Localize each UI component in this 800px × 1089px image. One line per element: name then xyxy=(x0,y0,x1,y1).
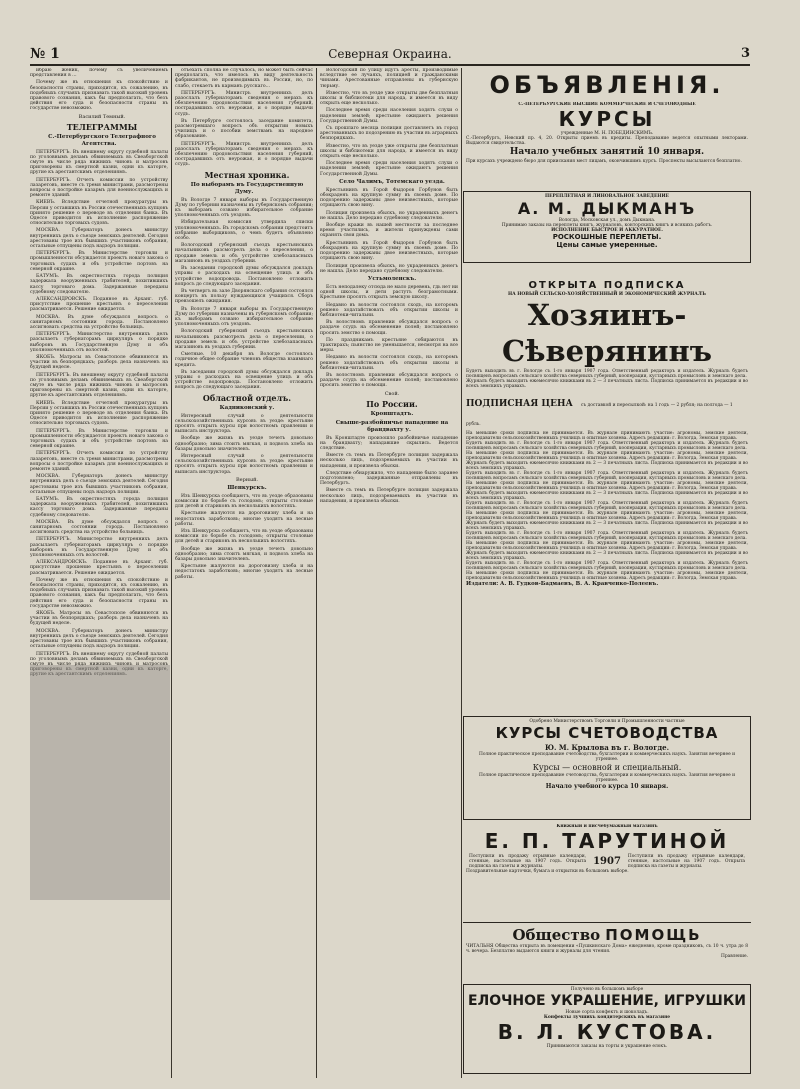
ad5-text2: Поздравительные карточки, бумага и открытки въ большомъ выборе. xyxy=(466,869,629,874)
col1-para: ЯКОБЪ. Матросы въ Севастополе обвиняются въ участии въ безпорядкахъ; разборъ дела назначенъ на будущей неделе. xyxy=(30,611,168,627)
column-1 xyxy=(30,68,168,1078)
ad6-name: ПОМОЩЬ xyxy=(605,926,702,944)
col3-para: Въ Кронштадте произошло разбойничье нападение на брандвахту; нападавшие скрылись. Ведется следствие. xyxy=(320,435,458,451)
col2-para: Вологодский губернский съездъ крестьянскихъ начальниковъ разсмотрелъ дела о переселении, о продаже земель и объ устройстве хлебозапасныхъ магазиновъ въ уездахъ губернии. xyxy=(175,329,313,350)
ad3-text: Журналъ будетъ выходить ежемесячно книжками въ 2 — 3 печатныхъ листа. Подписка принимается въ редакции и во всехъ земскихъ управахъ. xyxy=(466,491,748,501)
col2-para: ПЕТЕРБУРГЪ. Министръ внутреннихъ делъ разослалъ губернаторамъ сведения о мерахъ къ обезпечению продовольствия населения губерний, пострадавшихъ отъ неурожая, и о порядке выдачи ссудъ. xyxy=(175,141,313,168)
russia-title: По России. xyxy=(366,398,418,409)
ad4-text: Полное практическое преподавание счетоводства, бухгалтерии и коммерческихъ наукъ. Занятия вечернее и утреннее. xyxy=(479,752,735,762)
ad7-store-name: В. Л. КУСТОВА. xyxy=(497,1020,717,1044)
col2-para: Въ Вологде 7 января выборы въ Государственную Думу по губернии назначены въ губернскомъ собрании; къ выборамъ созвано избирательное собрание уполномоченныхъ отъ уездовъ. xyxy=(175,197,313,219)
ad2-quality: ИСПОЛНЕНИЕ БЫСТРОЕ И АККУРАТНОЕ. xyxy=(551,228,663,233)
col1-para: ПЕТЕРБУРГЪ. Отчетъ комиссии по устройству лазаретовъ, вместе съ тремя министрами, разсмотрены вопросы о постройке казармъ для военнослужащихъ и ремонте зданий. xyxy=(30,451,168,472)
column-2 xyxy=(175,68,313,1078)
ad4-text: Полное практическое преподавание счетоводства, бухгалтерии и коммерческихъ наукъ. Занятия вечернее и утреннее. xyxy=(479,773,735,783)
chalim-title: Село Чалимъ, Тотемскаго уезда. xyxy=(339,178,445,185)
col2-para: Въ Петербурге состоялось заседание комитета, разсмотревшаго вопросъ объ открытии новыхъ училищъ и о пособии земствамъ на народное образование. xyxy=(175,118,313,140)
telegrams-title: ТЕЛЕГРАММЫ xyxy=(66,121,138,132)
ad7-candies: Конфекты лучшихъ кондитерскихъ въ магазине xyxy=(543,1015,671,1020)
col1-para: ПЕТЕРБУРГЪ. Министерство внутреннихъ делъ разсылаетъ губернаторамъ циркуляръ о порядке выборовъ въ Государственную Думу и объ уполномоченныхъ отъ волостей. xyxy=(30,537,168,559)
col2-para: Въ четвергъ въ зале Дворянскаго собрания состоялся концертъ въ пользу нуждающихся учащихся. Сборъ превзошелъ ожидания. xyxy=(175,288,313,305)
newspaper-title: Северная Окраина. xyxy=(328,47,452,61)
col2-para: Вообще же жизнь въ уезде течетъ довольно однообразно; зима стоитъ мягкая, и подвозъ хлеба на базары довольно значителенъ. xyxy=(175,436,313,452)
ad7-heading: Получено въ большомъ выборе xyxy=(570,987,644,992)
page-header xyxy=(30,44,750,64)
col1-para: БАТУМЪ. Въ окрестностяхъ города полиция задержала вооруженныхъ грабителей, похитившихъ кассу торговаго дома. Задержанные переданы судебному следователю. xyxy=(30,497,168,518)
col3-para: Есть неподалеку отсюда не мало деревень, гдь нет ни одной школы, и дети растутъ безграмотными. Крестьяне просятъ открыть земскую школу. xyxy=(320,284,458,301)
ad2-prices: Цены самые умеренные. xyxy=(556,241,658,249)
col1-para: ПЕТЕРБУРГЪ. Отчетъ комиссии по устройству лазаретовъ, вместе съ тремя министрами, разсмотрены вопросы о постройке казармъ для военнослужащихъ и ремонте зданий. xyxy=(30,177,168,199)
col3-para: Последнее время среди населения ходятъ слухи о наделении землей; крестьяне ожидаютъ решения Государственной Думы. xyxy=(320,108,458,124)
col2-para: Избирательная комиссия утвердила списки уполномоченныхъ. Въ городскомъ собрании предстоитъ избрание выборщиковъ, о чемъ будетъ объявлено особо. xyxy=(175,220,313,242)
ad-society-help xyxy=(463,922,751,982)
col2-para: Въ Вологде 7 января выборы въ Государственную Думу по губернии назначены въ губернскомъ собрании; къ выборамъ созвано избирательное собрание уполномоченныхъ отъ уездовъ. xyxy=(175,306,313,328)
col1-para: БАТУМЪ. Въ окрестностяхъ города полиция задержала вооруженныхъ грабителей, похитившихъ кассу торговаго дома. Задержанные переданы судебному следователю. xyxy=(30,274,168,295)
header-rule xyxy=(30,64,750,66)
col2-para: Интересный случай о деятельности сельскохозяйственныхъ курсовъ въ уезде: крестьяне просятъ открыть курсы при волостномъ правлении и выписать инструктора. xyxy=(175,413,313,435)
col2-para: Интересный случай о деятельности сельскохозяйственныхъ курсовъ въ уезде: крестьяне просятъ открыть курсы при волостномъ правлении и выписать инструктора. xyxy=(175,453,313,475)
col1-para: ПЕТЕРБУРГЪ. Министерство внутреннихъ делъ разсылаетъ губернаторамъ циркуляръ о порядке выборовъ въ Государственную Думу и объ уполномоченныхъ отъ волостей. xyxy=(30,332,168,353)
col3-para: Въ волостномъ правлении обсуждался вопросъ о раздаче ссудъ на обсеменение полей; постановлено просить земство о помощи. xyxy=(320,320,458,336)
ad3-text: Будетъ выходить въ г. Вологде съ 1-го января 1907 года. Ответственный редакторъ и издатель. Журналъ будетъ посвященъ вопросамъ сельскаго хозяйства северныхъ губерний, кооперации, кустарныхъ промысловъ и земскаго дела. xyxy=(466,441,748,451)
ad6-text: ЧИТАЛЬНЯ Общества открыта въ помещении «Пушкинскаго Дома» ежедневно, кроме праздниковъ, съ 10 ч. утра до 8 ч. вечера. Безплатно выдаются книги и журналы для чтения. xyxy=(466,944,748,954)
col1-para: МОСКВА. Въ думе обсуждался вопросъ о санитарномъ состоянии города. Постановлено ассигновать средства на устройство больницъ. xyxy=(30,314,168,330)
local-chronicle-title: Местная хроника. xyxy=(204,169,290,180)
ad1-start: Начало учебных занятий 10 января. xyxy=(509,147,705,157)
col3-para: Вологодский по улицу идутъ аресты, производимые вследствие ее лучаяхъ, полицией и гражданскими чинами. Арестованные отправлены въ губернскую тюрьму. xyxy=(320,68,458,89)
ad2-luxury: РОСКОШНЫЕ ПЕРЕПЛЕТЫ. xyxy=(552,233,662,241)
ad6-heading: Общество xyxy=(512,926,601,944)
col1-para: ПЕТЕРБУРГЪ. Въ Министерстве торговли и промышленности обсуждается проектъ новаго закона о торговыхъ судахъ и объ устройстве портовъ на северной окраине. xyxy=(30,428,168,450)
ad3-subheading: НА НОВЫЙ СЕЛЬСКО-ХОЗЯЙСТВЕННЫЙ И ЭКОНОМИЧЕСКИЙ ЖУРНАЛЪ xyxy=(508,292,706,297)
col2-para: Сметные. 10 декабря въ Вологде состоялось годичное общее собрание членовъ общества взаимнаго кредита. xyxy=(175,352,313,368)
ad3-text2: На меньшие сроки подписка не принимается. Въ журнале принимаютъ участие: агрономы, земские деятели, преподаватели сельскохозяйственныхъ училищъ и опытные хозяева. Адресъ редакции: г. Вологда, Земская управа. xyxy=(466,451,748,461)
col3-para: Последнее время среди населения ходятъ слухи о наделении землей; крестьяне ожидаютъ решения Государственной Думы. xyxy=(320,161,458,177)
ad2-name: А. М. ДЫКМАНЪ xyxy=(517,199,697,218)
col3-para: Недавно въ волости состоялся сходъ, на которомъ решено ходатайствовать объ открытии школы и библиотеки-читальни. xyxy=(320,302,458,318)
ad3-text: Журналъ будетъ выходить ежемесячно книжками въ 2 — 3 печатныхъ листа. Подписка принимается въ редакции и во всехъ земскихъ управахъ. xyxy=(466,521,748,531)
col1-para: Почему же въ отношения къ спокойствию и безопасности страны, приходится, къ сожалению, въ подобныхъ случаяхъ признавать такой высокий уровень правового сознания, какъ бы предполагать, что безъ действия его суда и безопасности страны въ государстве невозможно. xyxy=(30,577,168,609)
column-divider xyxy=(461,68,462,1078)
col1-para: ПЕТЕРБУРГЪ. Въ внешнему округу судебной палаты по уголовнымъ деламъ обвиняемыхъ въ Свеаборгской смуте въ числе ряда нижнихъ чиновъ и матросовъ приговорены къ смертной казни, одни къ каторге, другие къ арестантскимъ отделениямъ. xyxy=(30,372,168,399)
ad-journal-subscription xyxy=(463,280,751,770)
ad3-text2: На меньшие сроки подписка не принимается. Въ журнале принимаютъ участие: агрономы, земские деятели, преподаватели сельскохозяйственныхъ училищъ и опытные хозяева. Адресъ редакции: г. Вологда, Земская управа. xyxy=(466,481,748,491)
ad3-editors: Издатели: А. В. Гудков-Бадмаевъ, В. А. Кравченко-Полеевъ. xyxy=(466,581,659,587)
ads-title: ОБЪЯВЛЕНІЯ. xyxy=(489,71,725,99)
col2-para: отъехать сполна не случалось, но может быть сейчас предполагать, что имелось въ виду деятельность фабрикантов, не производимыхъ въ России, но, по слабо, стекаетъ въ карманъ русскаго... xyxy=(175,68,313,89)
ad5-text: Поступили въ продажу отрывные календари, стенные, настольные на 1907 годъ. Открыта подписка на газеты и журналы. xyxy=(627,854,745,869)
col2-signature: Верный. xyxy=(235,476,259,483)
col3-para: Полиция произвела обыскъ, но украденныхъ денегъ не нашла. Дело передано судебному следователю. xyxy=(320,210,458,221)
ad-accounting-courses xyxy=(463,716,751,820)
ad3-price-label: ПОДПИСНАЯ ЦЕНА xyxy=(466,399,573,409)
col2-para: Вообще же жизнь въ уезде течетъ довольно однообразно; зима стоитъ мягкая, и подвозъ хлеба на базары довольно значителенъ. xyxy=(175,546,313,563)
col3-signature: Свой. xyxy=(384,390,400,397)
col1-para: КИЕВЪ. Вследствие отчетной прокуратуры въ Персии у оставшихъ въ России отечественныхъ купцовъ принято решение о переводе въ отделения банка. Въ Одессе приводится въ исполнение распоряжение относительно торговыхъ судовъ. xyxy=(30,400,168,427)
col3-para: По праздникамъ крестьяне собираются въ трактирахъ; пьянство не уменьшается, несмотря на все меры. xyxy=(320,337,458,354)
column-divider xyxy=(171,68,172,1078)
ad6-signature: Правление. xyxy=(721,954,748,959)
local-chronicle-subtitle: По выборамъ въ Государственную Думу. xyxy=(190,181,304,195)
ad3-text: Будетъ выходить въ г. Вологде съ 1-го января 1907 года. Ответственный редакторъ и издатель. Журналъ будетъ посвященъ вопросамъ сельскаго хозяйства северныхъ губерний, кооперации, кустарныхъ промысловъ и земскаго дела. xyxy=(466,531,748,541)
col2-para: Вологодский губернский съездъ крестьянскихъ начальниковъ разсмотрелъ дела о переселении, о продаже земель и объ устройстве хлебозапасныхъ магазиновъ въ уездахъ губернии. xyxy=(175,243,313,264)
ad3-text: Журналъ будетъ выходить ежемесячно книжками въ 2 — 3 печатныхъ листа. Подписка принимается въ редакции и во всехъ земскихъ управахъ. xyxy=(466,551,748,561)
ad3-text: Будетъ выходить въ г. Вологде съ 1-го января 1907 года. Ответственный редакторъ и издатель. Журналъ будетъ посвященъ вопросамъ сельскаго хозяйства северныхъ губерний, кооперации, кустарныхъ промысловъ и земскаго дела. xyxy=(466,369,748,379)
regional-section-title: Областной отделъ. xyxy=(202,392,292,403)
ad3-text: Будетъ выходить въ г. Вологде съ 1-го января 1907 года. Ответственный редакторъ и издатель. Журналъ будетъ посвященъ вопросамъ сельскаго хозяйства северныхъ губерний, кооперации, кустарныхъ промысловъ и земскаго дела. xyxy=(466,501,748,511)
ad2-heading: ПЕРЕПЛЕТНАЯ И ЛИНОВАЛЬНОЕ ЗАВЕДЕНИЕ xyxy=(545,194,669,199)
col1-para: МОСКВА. Губернаторъ донесъ министру внутреннихъ делъ о съезде земскихъ деятелей. Сегодня арестованы трое изъ бывшихъ участниковъ собрания, остальные отпущены подъ надзоръ полиции. xyxy=(30,628,168,650)
ad7-title: ЕЛОЧНОЕ УКРАШЕНИЕ, ИГРУШКИ xyxy=(468,993,746,1009)
ad-bindery xyxy=(463,191,751,263)
col3-para: Следствие обнаружило, что нападение было заранее подготовлено; задержанные отправлены въ Петербургъ. xyxy=(320,470,458,487)
col2-para: Крестьяне жалуются на дороговизну хлеба и на недостатокъ заработковъ; многие уходятъ на лесные работы. xyxy=(175,564,313,580)
kronshtadt-subtitle: Свыше-разбойничье нападение на брандвахту у. xyxy=(335,419,449,433)
regional-section-subtitle: Кадниковский у. xyxy=(219,404,275,411)
ad-bookstore xyxy=(463,824,751,894)
ad3-text2: На меньшие сроки подписка не принимается. Въ журнале принимаютъ участие: агрономы, земские деятели, преподаватели сельскохозяйственныхъ училищъ и опытные хозяева. Адресъ редакции: г. Вологда, Земская управа. xyxy=(466,431,748,441)
page-number: 3 xyxy=(740,46,750,61)
col2-para: Изъ Шенкурска сообщаютъ, что въ уезде образованы комиссии по борьбе съ голодомъ; открыты столовые для детей и стариковъ въ несколькихъ волостяхъ. xyxy=(175,529,313,545)
ad4-title: КУРСЫ СЧЕТОВОДСТВА xyxy=(495,724,719,742)
col1-para: ибраю женик, почему съ увеличениемъ представления в ... xyxy=(30,68,168,79)
kronshtadt-title: Кронштадтъ. xyxy=(370,410,414,417)
ad3-heading: ОТКРЫТА ПОДПИСКА xyxy=(528,280,686,291)
col1-para: МОСКВА. Губернаторъ донесъ министру внутреннихъ делъ о съезде земскихъ деятелей. Сегодня арестованы трое изъ бывшихъ участниковъ собрания, остальные отпущены подъ надзоръ полиции. xyxy=(30,474,168,495)
col3-para: Недавно въ волости состоялся сходъ, на которомъ решено ходатайствовать объ открытии школы и библиотеки-читальни. xyxy=(320,355,458,371)
ad4-course-types: Курсы — основной и специальный. xyxy=(532,763,682,772)
col1-para: АЛЕКСАНДРОВСКЪ. Поданное въ Арханг. губ. присутствие прошение крестьянъ о переселении разсматривается. Решение ожидается. xyxy=(30,296,168,313)
issue-number: № 1 xyxy=(30,46,60,62)
ad1-text2: При курсахъ учреждено бюро для приискания мест лицамъ, окончившимъ курсъ. Проспекты высылаются безплатно. xyxy=(466,159,742,164)
col1-signature: Василий Темный. xyxy=(78,113,126,120)
col1-para: ЯКОБЪ. Матросы въ Севастополе обвиняются въ участии въ безпорядкахъ; разборъ дела назначенъ на будущей неделе. xyxy=(30,354,168,371)
col1-para: МОСКВА. Губернаторъ донесъ министру внутреннихъ делъ о съезде земскихъ деятелей. Сегодня арестованы трое изъ бывшихъ участниковъ собрания, остальные отпущены подъ надзоръ полиции. xyxy=(30,228,168,250)
col3-para: Известно, что въ уезде уже открыты две безплатныя школы и библиотеки для народа, и имеется въ виду открыть еще несколько. xyxy=(320,143,458,160)
col1-para: ПЕТЕРБУРГЪ. Въ Министерстве торговли и промышленности обсуждается проектъ новаго закона о торговыхъ судахъ и объ устройстве портовъ на северной окраине. xyxy=(30,251,168,272)
ad3-text: Будетъ выходить въ г. Вологде съ 1-го января 1907 года. Ответственный редакторъ и издатель. Журналъ будетъ посвященъ вопросамъ сельскаго хозяйства северныхъ губерний, кооперации, кустарныхъ промысловъ и земскаго дела. xyxy=(466,561,748,571)
col2-para: Въ заседании городской думы обсуждался докладъ управы о расходахъ на освещение улицъ и объ устройстве водопровода. Постановлено отложить вопросъ до следующаго заседания. xyxy=(175,369,313,391)
col1-para: АЛЕКСАНДРОВСКЪ. Поданное въ Арханг. губ. присутствие прошение крестьянъ о переселении разсматривается. Решение ожидается. xyxy=(30,560,168,576)
col1-para: Почему же въ отношения къ спокойствию и безопасности страны, приходится, къ сожалению, въ подобныхъ случаяхъ признавать такой высокий уровень правового сознания, какъ бы предполагать, что безъ действия его суда и безопасности страны въ государстве невозможно. xyxy=(30,80,168,112)
ad5-heading: Книжный и писчебумажный магазинъ xyxy=(556,824,658,829)
ad5-name: Е. П. ТАРУТИНОЙ xyxy=(484,829,730,853)
ad5-text: Поступили въ продажу отрывные календари, стенные, настольные на 1907 годъ. Открыта подписка на газеты и журналы. xyxy=(469,854,587,869)
ad3-text2: На меньшие сроки подписка не принимается. Въ журнале принимаютъ участие: агрономы, земские деятели, преподаватели сельскохозяйственныхъ училищъ и опытные хозяева. Адресъ редакции: г. Вологда, Земская управа. xyxy=(466,571,748,581)
col3-para: Известно, что въ уезде уже открыты две безплатныя школы и библиотеки для народа, и имеется въ виду открыть еще несколько. xyxy=(320,90,458,107)
col2-para: Изъ Шенкурска сообщаютъ, что въ уезде образованы комиссии по борьбе съ голодомъ; открыты столовые для детей и стариковъ въ несколькихъ волостяхъ. xyxy=(175,493,313,510)
ad7-text: Принимаются заказы на торты и украшение елокъ. xyxy=(546,1044,668,1049)
ad3-text: Журналъ будетъ выходить ежемесячно книжками въ 2 — 3 печатныхъ листа. Подписка принимается въ редакции и во всехъ земскихъ управахъ. xyxy=(466,461,748,471)
col3-para: Крестьянинъ въ Горой Фыдоров Горбунов быть обокраденъ на крупную сумму въ своемъ доме. По подозрению задержаны двое неизвестныхъ, которые отрицаютъ свою вину. xyxy=(320,187,458,209)
ad-christmas-decorations xyxy=(463,984,751,1074)
ad1-text: С.-Петербургъ, Невский пр. 4, 20. Открыты приемъ въ кредиты. Преподавание ведется опытными лекторами. Выдаются свидетельства. xyxy=(466,136,748,146)
col1-para: ПЕТЕРБУРГЪ. Въ внешнему округу судебной палаты по уголовнымъ деламъ обвиняемыхъ въ Свеаборгской смуте въ числе ряда нижнихъ чиновъ и матросовъ приговорены къ смертной казни, одни къ каторге, другие къ арестантскимъ отделениямъ. xyxy=(30,149,168,176)
ad1-founder: учрежденные М. Н. ПОБЕДИНСКИМЪ. xyxy=(560,131,654,136)
col3-para: Въ волостномъ правлении обсуждался вопросъ о раздаче ссудъ на обсеменение полей; постановлено просить земство о помощи. xyxy=(320,372,458,389)
col1-para: МОСКВА. Въ думе обсуждался вопросъ о санитарномъ состоянии города. Постановлено ассигновать средства на устройство больницъ. xyxy=(30,519,168,536)
ustmolensk-title: Устьмоленскъ. xyxy=(367,275,417,282)
ad4-heading: Одобрено Министерствомъ Торговли и Промышленности частные xyxy=(529,719,685,724)
ad3-text2: На меньшие сроки подписка не принимается. Въ журнале принимаютъ участие: агрономы, земские деятели, преподаватели сельскохозяйственныхъ училищъ и опытные хозяева. Адресъ редакции: г. Вологда, Земская управа. xyxy=(466,541,748,551)
ad3-text: Журналъ будетъ выходить ежемесячно книжками въ 2 — 3 печатныхъ листа. Подписка принимается въ редакции и во всехъ земскихъ управахъ. xyxy=(466,379,748,389)
telegrams-subtitle: С.-Петербургского Телеграфного Агентства. xyxy=(48,133,156,147)
col3-para: Съ прошлаго месяца полиция доставляетъ въ город арестованныхъ по подозрению въ участии въ аграрныхъ безпорядкахъ. xyxy=(320,126,458,142)
col3-para: Вообще кражи въ нашей местности за последнее время участились, и жители принуждены сами охранять свои дома. xyxy=(320,223,458,239)
advertisements-column xyxy=(463,68,751,1078)
ad3-text2: На меньшие сроки подписка не принимается. Въ журнале принимаютъ участие: агрономы, земские деятели, преподаватели сельскохозяйственныхъ училищъ и опытные хозяева. Адресъ редакции: г. Вологда, Земская управа. xyxy=(466,511,748,521)
col2-para: Крестьяне жалуются на дороговизну хлеба и на недостатокъ заработковъ; многие уходятъ на лесные работы. xyxy=(175,511,313,527)
col1-para: ПЕТЕРБУРГЪ. Въ внешнему округу судебной палаты по уголовнымъ деламъ обвиняемыхъ въ Свеаборгской смуте въ числе ряда нижнихъ чиновъ и матросовъ приговорены къ смертной казни, одни къ каторге, другие къ арестантскимъ отделениямъ. xyxy=(30,651,168,678)
col1-para: КИЕВЪ. Вследствие отчетной прокуратуры въ Персии у оставшихъ въ России отечественныхъ купцовъ принято решение о переводе въ отделения банка. Въ Одессе приводится въ исполнение распоряжение относительно торговыхъ судовъ. xyxy=(30,200,168,227)
ad1-courses: КУРСЫ xyxy=(558,107,656,131)
col2-para: Въ заседании городской думы обсуждался докладъ управы о расходахъ на освещение улицъ и объ устройстве водопровода. Постановлено отложить вопросъ до следующаго заседания. xyxy=(175,266,313,287)
ad4-start: Начало учебного курса 10 января. xyxy=(545,783,669,790)
ad2-text: Принимаю заказы на переплеты книгъ, журналовъ, конторскихъ книгъ и всякихъ работъ. xyxy=(501,223,713,228)
col2-para: ПЕТЕРБУРГЪ. Министръ внутреннихъ делъ разослалъ губернаторамъ сведения о мерахъ къ обезпечению продовольствия населения губерний, пострадавшихъ отъ неурожая, и о порядке выдачи ссудъ. xyxy=(175,90,313,117)
ad3-price-text: съ доставкой и пересылкой: на 1 годъ — 2 рубля; на полгода — 1 рубль. xyxy=(466,403,733,427)
col3-para: Полиция произвела обыскъ, но украденныхъ денегъ не нашла. Дело передано судебному следователю. xyxy=(320,263,458,274)
ad1-heading: С.-ПЕТЕРБУРГСКИЕ ВЫСШИЕ КОММЕРЧЕСКИЕ И СЧЕТОВОДНЫЕ xyxy=(518,102,696,107)
column-3 xyxy=(320,68,458,1078)
ad3-journal-name: Хозяинъ-Сѣверянинъ xyxy=(502,298,712,368)
ad3-text: Будетъ выходить въ г. Вологде съ 1-го января 1907 года. Ответственный редакторъ и издатель. Журналъ будетъ посвященъ вопросамъ сельскаго хозяйства северныхъ губерний, кооперации, кустарныхъ промысловъ и земскаго дела. xyxy=(466,471,748,481)
shenkursk-title: Шенкурскъ. xyxy=(227,484,267,491)
ad4-owner: Ю. М. Крылова въ г. Вологде. xyxy=(544,743,670,752)
column-divider xyxy=(316,68,317,1078)
ad7-subtitle: Новые сорта конфектъ и шоколадъ. xyxy=(565,1010,649,1015)
col3-para: Вместе съ темъ въ Петербурге полиция задержала несколько лицъ, подозреваемыхъ въ участии въ нападении, и произвела обыски. xyxy=(320,488,458,504)
ad5-year: 1907 xyxy=(593,856,621,867)
col3-para: Крестьянинъ въ Горой Фыдоров Горбунов быть обокраденъ на крупную сумму въ своемъ доме. По подозрению задержаны двое неизвестныхъ, которые отрицаютъ свою вину. xyxy=(320,240,458,262)
ad2-address: Вологда, Московская ул., домъ Дыкмана. xyxy=(558,218,656,223)
damaged-area xyxy=(30,665,170,900)
col3-para: Вместе съ темъ въ Петербурге полиция задержала несколько лицъ, подозреваемыхъ въ участии въ нападении, и произвела обыски. xyxy=(320,453,458,469)
